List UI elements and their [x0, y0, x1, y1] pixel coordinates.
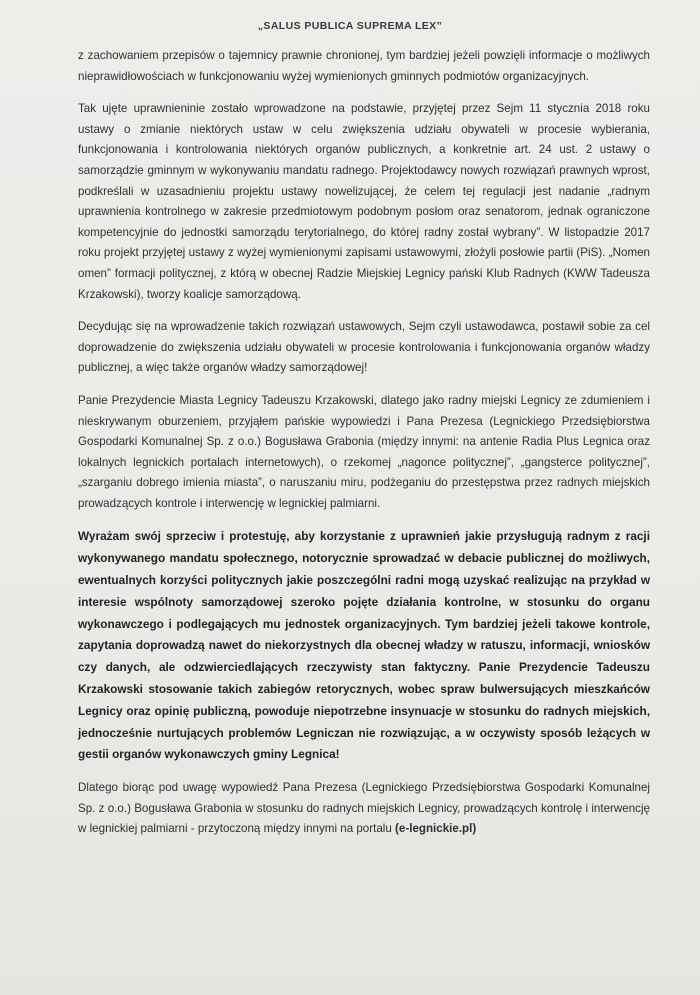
paragraph-6-text: Dlatego biorąc pod uwagę wypowiedź Pana Prezesa (Legnickiego Przedsiębiorstwa Gospodarki Komunalnej Sp. z o.o.) Bogusława Grabonia w stosunku do radnych miejskich Legnicy, prowadzących kontrolę i interwencję w legnickiej palmiarni - przytoczoną między innymi na portalu [78, 781, 650, 836]
paragraph-1: z zachowaniem przepisów o tajemnicy prawnie chronionej, tym bardziej jeżeli powzięli informacje o możliwych nieprawidłowościach w funkcjonowaniu wyżej wymienionych gminnych podmiotów organizacyjnych. [78, 49, 650, 83]
paragraph-6 [78, 778, 650, 840]
paragraph-4: Panie Prezydencie Miasta Legnicy Tadeuszu Krzakowski, dlatego jako radny miejski Legnicy ze zdumieniem i nieskrywanym oburzeniem, przyjąłem pańskie wypowiedzi i Pana Prezesa (Legnickiego Przedsiębiorstwa Gospodarki Komunalnej Sp. z o.o.) Bogusława Grabonia (między innymi: na antenie Radia Plus Legnica oraz lokalnych legnickich portalach internetowych), o rzekomej „nagonce politycznej”, „gangsterce politycznej”, „szarganiu dobrego imienia miasta”, o naruszaniu miru, podżeganiu do przestępstwa przez radnych miejskich prowadzących kontrole i interwencję w legnickiej palmiarni. [78, 393, 650, 510]
paragraph-3: Decydując się na wprowadzenie takich rozwiązań ustawowych, Sejm czyli ustawodawca, postawił sobie za cel doprowadzenie do zwiększenia udziału obywateli w procesie kontrolowania i funkcjonowania organów władzy publicznej, a więc także organów władzy samorządowej! [78, 320, 650, 375]
source-portal: (e-legnickie.pl) [395, 822, 477, 836]
page-header: „SALUS PUBLICA SUPREMA LEX” [257, 20, 443, 32]
paragraph-2: Tak ujęte uprawnieninie zostało wprowadzone na podstawie, przyjętej przez Sejm 11 stycznia 2018 roku ustawy o zmianie niektórych ustaw w celu zwiększenia udziału obywateli w procesie wybierania, funkcjonowania i kontrolowania niektórych organów publicznych, a konkretnie art. 24 ust. 2 ustawy o samorządzie gminnym w wykonywaniu mandatu radnego. Projektodawcy nowych rozwiązań prawnych wprost, podkreślali w uzasadnieniu projektu ustawy nowelizującej, że celem tej regulacji jest nadanie „radnym uprawnienia kontrolnego w zakresie przedmiotowym podobnym posłom oraz senatorom, jednak ograniczone kompetencyjnie do jednostki samorządu terytorialnego, do której radny został wybrany”. W listopadzie 2017 roku projekt przyjętej ustawy z wyżej wymienionymi zapisami ustawowymi, złożyli posłowie partii (PiS). „Nomen omen” formacji politycznej, z którą w obecnej Radzie Miejskiej Legnicy pański Klub Radnych (KWW Tadeusza Krzakowski), tworzy koalicje samorządową. [78, 102, 650, 301]
document-body [78, 46, 650, 852]
paragraph-5-bold: Wyrażam swój sprzeciw i protestuję, aby korzystanie z uprawnień jakie przysługują radnym z racji wykonywanego mandatu społecznego, notorycznie sprowadzać w debacie publicznej do możliwych, ewentualnych korzyści politycznych jakie poszczególni radni mogą uzyskać realizując na przykład w interesie wspólnoty samorządowej szeroko pojęte działania kontrolne, w stosunku do organu wykonawczego i podlegających mu jednostek organizacyjnych. Tym bardziej jeżeli takowe kontrole, zapytania doprowadzą nawet do niekorzystnych dla obecnej władzy w ratuszu, informacji, wniosków czy danych, ale odzwierciedlających rzeczywisty stan faktyczny. Panie Prezydencie Tadeuszu Krzakowski stosowanie takich zabiegów retorycznych, wobec spraw bulwersujących mieszkańców Legnicy oraz opinię publiczną, powoduje niepotrzebne insynuacje w stosunku do radnych miejskich, jednocześnie nurtujących problemów Legniczan nie rozwiązując, a w oczywisty sposób leżących w gestii organów wykonawczych gminy Legnica! [78, 529, 650, 762]
